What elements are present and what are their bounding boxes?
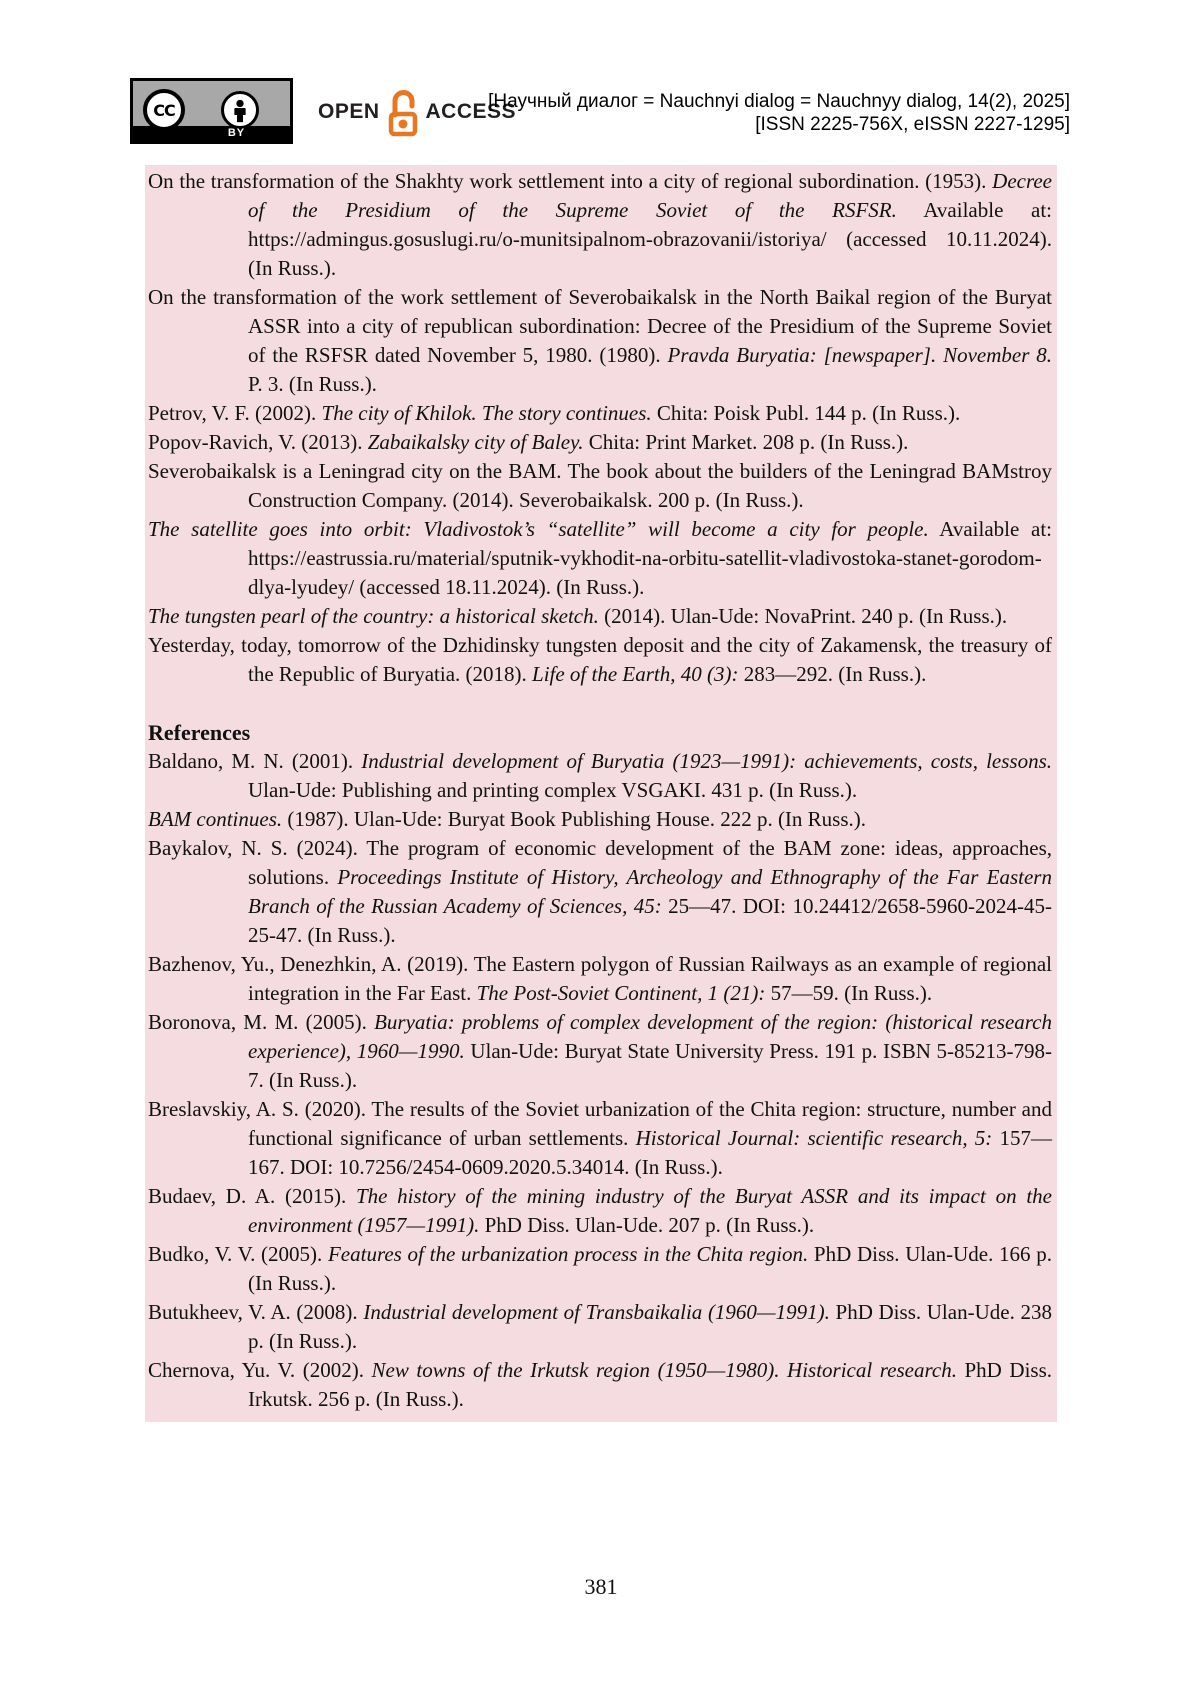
reference-title-italic: Zabaikalsky city of Baley. — [367, 430, 584, 454]
reference-text: On the transformation of the Shakhty work settlement into a city of regional subordination. (1953). — [148, 169, 993, 193]
cc-by-license-badge — [130, 78, 293, 144]
reference-text: Yesterday, today, tomorrow of the Dzhidinsky tungsten deposit and the city of Zakamensk, the treasury of the Republic of Buryatia. (2018). — [148, 633, 1052, 686]
reference-entry — [148, 515, 1052, 602]
reference-title-italic: The history of the mining industry of the Buryat ASSR and its impact on the environment (1957—1991). — [248, 1184, 1052, 1237]
person-icon — [227, 97, 253, 123]
reference-text: Baldano, M. N. (2001). — [148, 749, 362, 773]
reference-entry — [148, 602, 1052, 631]
open-lock-icon — [385, 85, 421, 139]
reference-text: 57—59. (In Russ.). — [765, 981, 933, 1005]
reference-entry — [148, 399, 1052, 428]
reference-text: Chernova, Yu. V. (2002). — [148, 1358, 372, 1382]
reference-title-italic: The Post-Soviet Continent, 1 (21): — [476, 981, 766, 1005]
reference-entry — [148, 1356, 1052, 1414]
reference-text: 157—167. DOI: 10.7256/2454-0609.2020.5.34014. (In Russ.). — [248, 1126, 1052, 1179]
reference-text: PhD Diss. Irkutsk. 256 p. (In Russ.). — [248, 1358, 1052, 1411]
reference-text: Petrov, V. F. (2002). — [148, 401, 322, 425]
reference-entry — [148, 805, 1052, 834]
reference-text: Baykalov, N. S. (2024). The program of economic development of the BAM zone: ideas, approaches, solutions. — [148, 836, 1052, 889]
reference-text: 25—47. DOI: 10.24412/2658-5960-2024-45-25-47. (In Russ.). — [248, 894, 1052, 947]
references-list-main — [148, 747, 1052, 1414]
reference-title-italic: Buryatia: problems of complex development of the region: (historical research experience), 1960—1990. — [248, 1010, 1052, 1063]
reference-entry — [148, 1298, 1052, 1356]
reference-text: (1987). Ulan-Ude: Buryat Book Publishing House. 222 p. (In Russ.). — [282, 807, 867, 831]
reference-entry — [148, 1240, 1052, 1298]
references-heading: References — [148, 720, 251, 745]
reference-entry — [148, 834, 1052, 950]
reference-text: Chita: Print Market. 208 p. (In Russ.). — [583, 430, 909, 454]
reference-entry — [148, 457, 1052, 515]
reference-entry — [148, 631, 1052, 689]
reference-text: P. 3. (In Russ.). — [248, 372, 377, 396]
reference-text: Ulan-Ude: Buryat State University Press. 191 p. ISBN 5-85213-798-7. (In Russ.). — [248, 1039, 1052, 1092]
reference-title-italic: The tungsten pearl of the country: a historical sketch. — [148, 604, 599, 628]
reference-entry — [148, 283, 1052, 399]
reference-text: Available at: https://admingus.gosuslugi.ru/o-munitsipalnom-obrazovanii/istoriya/ (accessed 10.11.2024). (In Russ.). — [248, 198, 1053, 280]
journal-citation — [488, 90, 1070, 136]
creative-commons-icon: CC — [143, 89, 185, 131]
reference-title-italic: Historical Journal: scientific research, 5: — [635, 1126, 993, 1150]
open-access-logo — [318, 84, 516, 140]
reference-title-italic: Features of the urbanization process in the Chita region. — [327, 1242, 809, 1266]
reference-title-italic: Industrial development of Transbaikalia (1960—1991). — [363, 1300, 830, 1324]
reference-title-italic: The satellite goes into orbit: Vladivostok’s “satellite” will become a city for people. — [148, 517, 929, 541]
reference-title-italic: Proceedings Institute of History, Archeology and Ethnography of the Far Eastern Branch of the Russian Academy of Sciences, 45: — [248, 865, 1052, 918]
reference-text: Ulan-Ude: Publishing and printing complex VSGAKI. 431 p. (In Russ.). — [248, 778, 858, 802]
reference-title-italic: Life of the Earth, 40 (3): — [532, 662, 739, 686]
journal-citation-line2: [ISSN 2225-756X, eISSN 2227-1295] — [755, 114, 1070, 135]
reference-title-italic: The city of Khilok. The story continues. — [321, 401, 652, 425]
reference-text: Chita: Poisk Publ. 144 p. (In Russ.). — [651, 401, 961, 425]
references-block — [145, 165, 1057, 1422]
reference-entry — [148, 167, 1052, 283]
reference-entry — [148, 428, 1052, 457]
reference-entry — [148, 747, 1052, 805]
attribution-person-icon — [221, 91, 259, 129]
reference-title-italic: Pravda Buryatia: [newspaper]. November 8. — [667, 343, 1052, 367]
reference-text: (2014). Ulan-Ude: NovaPrint. 240 p. (In Russ.). — [598, 604, 1008, 628]
open-access-access-word: ACCESS — [425, 100, 517, 123]
reference-text: Available at: https://eastrussia.ru/material/sputnik-vykhodit-na-orbitu-satellit-vladivostoka-stanet-gorodom-dlya-lyudey/ (accessed 18.11.2024). (In Russ.). — [248, 517, 1052, 599]
reference-title-italic: Industrial development of Buryatia (1923—1991): achievements, costs, lessons. — [361, 749, 1053, 773]
references-list-continued — [148, 167, 1052, 689]
reference-title-italic: BAM continues. — [148, 807, 283, 831]
reference-text: Boronova, M. M. (2005). — [148, 1010, 375, 1034]
reference-text: Severobaikalsk is a Leningrad city on the BAM. The book about the builders of the Leningrad BAMstroy Construction Company. (2014). Severobaikalsk. 200 p. (In Russ.). — [148, 459, 1052, 512]
reference-title-italic: Decree of the Presidium of the Supreme Soviet of the RSFSR. — [248, 169, 1052, 222]
reference-text: Butukheev, V. A. (2008). — [148, 1300, 364, 1324]
reference-entry — [148, 950, 1052, 1008]
reference-text: Budko, V. V. (2005). — [148, 1242, 328, 1266]
reference-text: Bazhenov, Yu., Denezhkin, A. (2019). The Eastern polygon of Russian Railways as an example of regional integration in the Far East. — [148, 952, 1052, 1005]
cc-by-label: BY — [227, 127, 246, 139]
journal-citation-line1: [Научный диалог = Nauchnyi dialog = Nauchnyy dialog, 14(2), 2025] — [488, 91, 1070, 112]
reference-text: PhD Diss. Ulan-Ude. 166 p. (In Russ.). — [248, 1242, 1052, 1295]
open-access-open-word: OPEN — [318, 100, 380, 123]
reference-text: PhD Diss. Ulan-Ude. 207 p. (In Russ.). — [479, 1213, 815, 1237]
reference-text: Breslavskiy, A. S. (2020). The results of the Soviet urbanization of the Chita region: structure, number and functional significance of urban settlements. — [148, 1097, 1052, 1150]
page-number: 381 — [584, 1574, 618, 1599]
reference-title-italic: New towns of the Irkutsk region (1950—1980). Historical research. — [371, 1358, 957, 1382]
reference-entry — [148, 1182, 1052, 1240]
reference-text: Budaev, D. A. (2015). — [148, 1184, 356, 1208]
reference-text: 283—292. (In Russ.). — [738, 662, 927, 686]
reference-text: Popov-Ravich, V. (2013). — [148, 430, 368, 454]
reference-entry — [148, 1095, 1052, 1182]
reference-entry — [148, 1008, 1052, 1095]
reference-text: On the transformation of the work settlement of Severobaikalsk in the North Baikal region of the Buryat ASSR into a city of republican subordination: Decree of the Presidium of the Supreme Soviet of the RSFSR dated November 5, 1980. (1980). — [148, 285, 1052, 367]
reference-text: PhD Diss. Ulan-Ude. 238 p. (In Russ.). — [248, 1300, 1052, 1353]
